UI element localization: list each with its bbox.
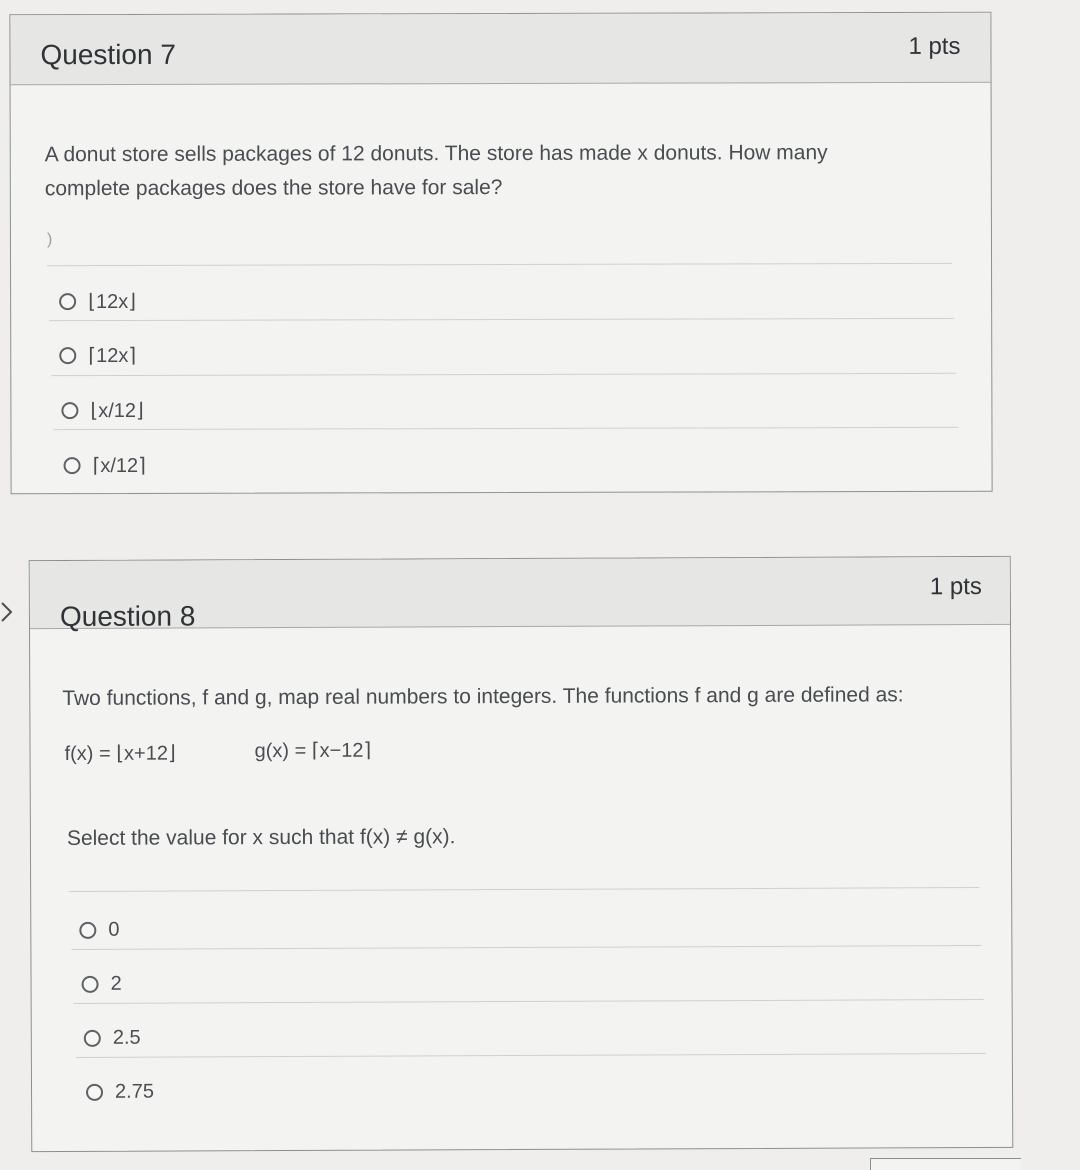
answer-option[interactable] (59, 343, 136, 368)
question-title: Question 7 (40, 38, 176, 71)
divider (74, 999, 984, 1004)
radio-button[interactable] (79, 922, 96, 939)
question-8-card (29, 556, 1014, 1152)
divider (49, 318, 954, 321)
question-points: 1 pts (929, 572, 982, 601)
answer-option-label: ⌊x/12⌋ (90, 399, 144, 423)
stray-mark: ) (46, 231, 53, 249)
question-points: 1 pts (908, 32, 961, 60)
answer-option[interactable] (82, 973, 122, 996)
formula-g: g(x) = ⌈x−12⌉ (254, 739, 372, 763)
divider (47, 263, 952, 266)
answer-option-label: 2.75 (114, 1080, 155, 1103)
formula-f: f(x) = ⌊x+12⌋ (64, 742, 176, 765)
answer-option[interactable] (61, 398, 143, 423)
answer-option-label: ⌊12x⌋ (88, 290, 137, 314)
question-title: Question 8 (59, 600, 196, 633)
answer-option-label: 2.5 (112, 1026, 141, 1049)
radio-button[interactable] (64, 457, 81, 474)
question-prompt-line: Two functions, f and g, map real numbers to integers. The functions f and g are defined as: (62, 683, 904, 710)
radio-button[interactable] (59, 347, 76, 364)
answer-option[interactable] (59, 289, 136, 314)
question-7-card (9, 12, 992, 495)
answer-option-label: 0 (108, 918, 120, 941)
radio-button[interactable] (61, 402, 78, 419)
question-7-header (10, 13, 990, 86)
divider (53, 427, 958, 430)
answer-option[interactable] (64, 453, 146, 478)
question-prompt-line: complete packages does the store have for sale? (44, 175, 503, 201)
next-card-edge (870, 1158, 1021, 1170)
answer-option[interactable] (86, 1081, 154, 1104)
question-8-header (30, 557, 1010, 633)
radio-button[interactable] (86, 1084, 103, 1101)
answer-option-label: ⌈12x⌉ (88, 344, 137, 368)
divider (76, 1053, 986, 1058)
radio-button[interactable] (84, 1030, 101, 1047)
question-prompt-line: Select the value for x such that f(x) ≠ g(x). (66, 825, 456, 850)
radio-button[interactable] (59, 293, 76, 310)
divider (71, 945, 981, 950)
radio-button[interactable] (82, 976, 99, 993)
answer-option-label: 2 (110, 972, 122, 995)
divider (69, 887, 979, 892)
answer-option-label: ⌈x/12⌉ (92, 454, 147, 478)
chevron-right-icon (0, 600, 14, 624)
answer-option[interactable] (84, 1027, 141, 1050)
answer-option[interactable] (79, 919, 119, 942)
question-prompt-line: A donut store sells packages of 12 donuts. The store has made x donuts. How many (44, 141, 828, 167)
divider (51, 373, 956, 376)
